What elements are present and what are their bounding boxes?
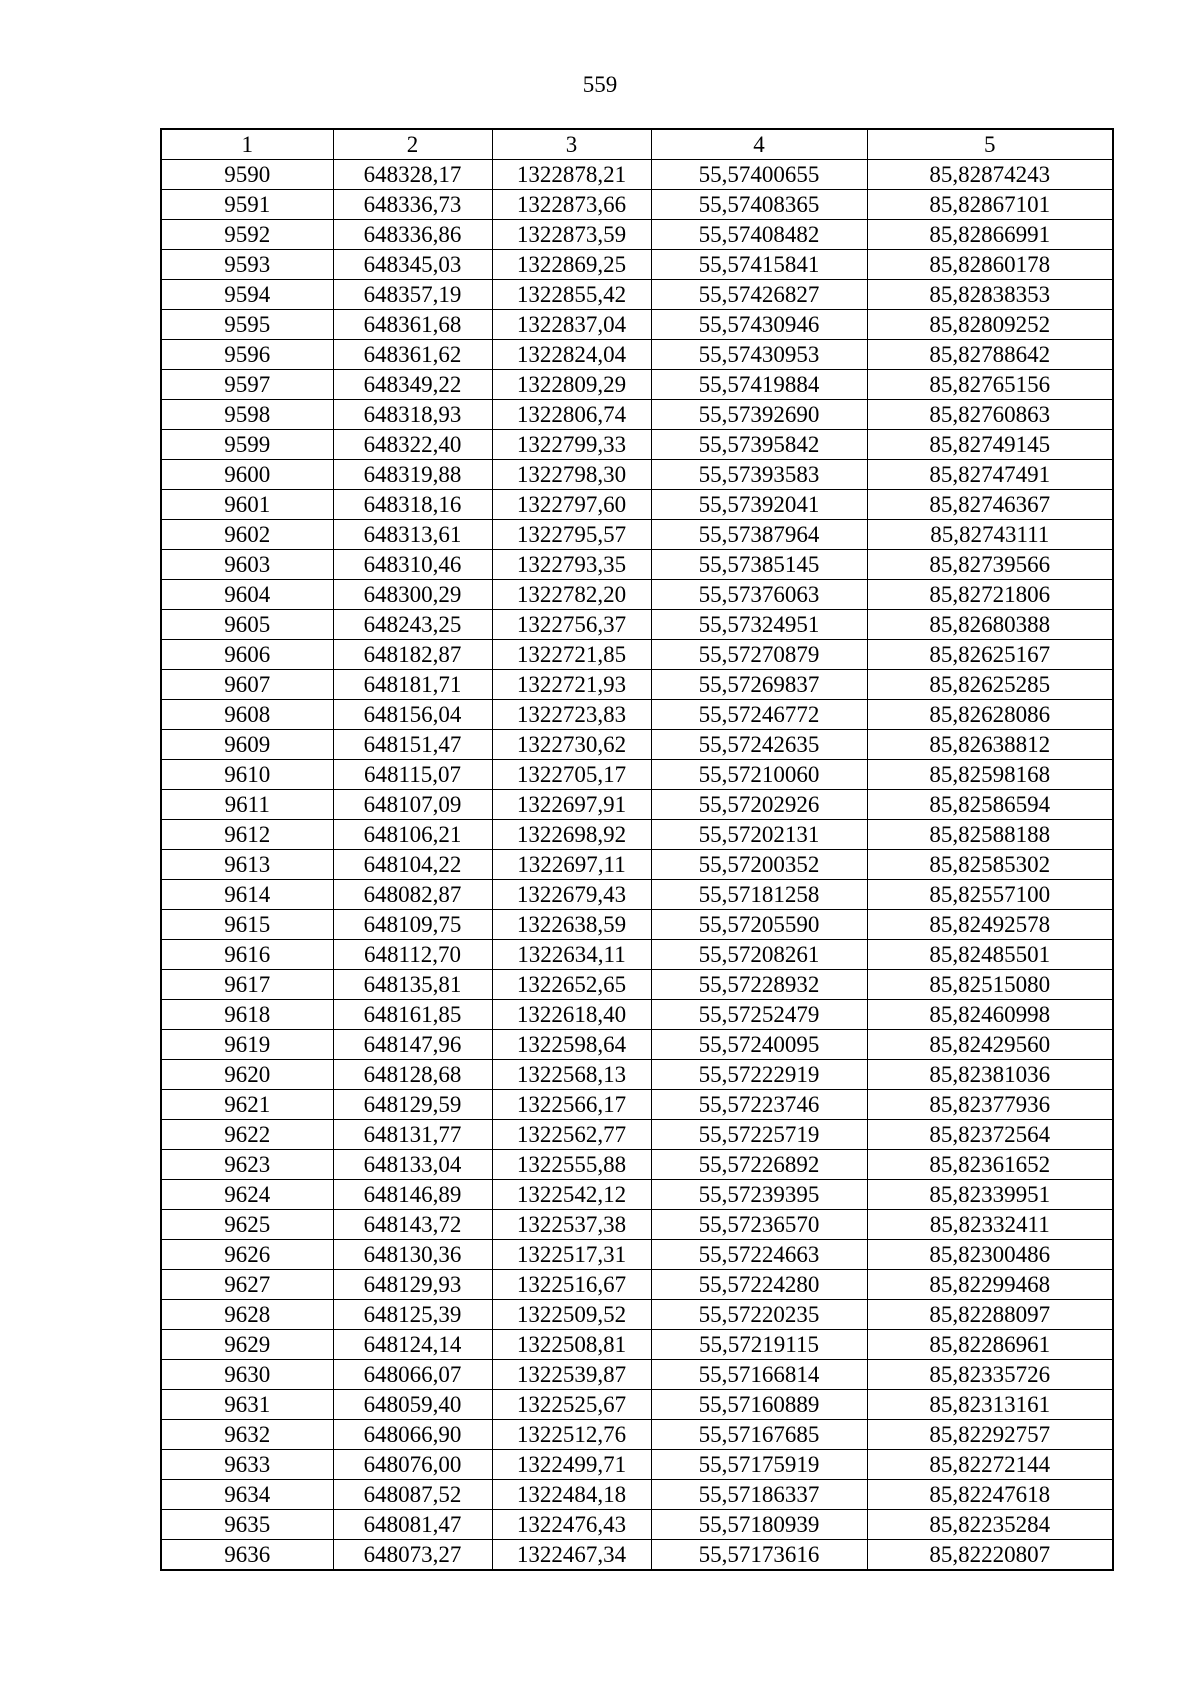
table-cell: 55,57205590 xyxy=(651,910,867,940)
table-cell: 1322476,43 xyxy=(492,1510,651,1540)
table-cell: 55,57376063 xyxy=(651,580,867,610)
table-cell: 9608 xyxy=(161,700,333,730)
table-row xyxy=(161,460,1113,490)
table-cell: 55,57219115 xyxy=(651,1330,867,1360)
table-cell: 85,82838353 xyxy=(867,280,1113,310)
table-cell: 9610 xyxy=(161,760,333,790)
table-cell: 85,82749145 xyxy=(867,430,1113,460)
table-cell: 648243,25 xyxy=(333,610,492,640)
table-cell: 55,57236570 xyxy=(651,1210,867,1240)
table-cell: 55,57430953 xyxy=(651,340,867,370)
table-cell: 55,57400655 xyxy=(651,160,867,190)
table-cell: 1322562,77 xyxy=(492,1120,651,1150)
table-cell: 55,57242635 xyxy=(651,730,867,760)
table-cell: 85,82586594 xyxy=(867,790,1113,820)
table-body xyxy=(161,160,1113,1571)
table-cell: 55,57426827 xyxy=(651,280,867,310)
table-cell: 9600 xyxy=(161,460,333,490)
table-cell: 9596 xyxy=(161,340,333,370)
table-cell: 1322873,59 xyxy=(492,220,651,250)
table-cell: 55,57226892 xyxy=(651,1150,867,1180)
table-cell: 9636 xyxy=(161,1540,333,1571)
table-row xyxy=(161,820,1113,850)
table-cell: 648112,70 xyxy=(333,940,492,970)
table-cell: 55,57415841 xyxy=(651,250,867,280)
table-cell: 85,82628086 xyxy=(867,700,1113,730)
table-cell: 85,82765156 xyxy=(867,370,1113,400)
table-cell: 9599 xyxy=(161,430,333,460)
table-cell: 1322512,76 xyxy=(492,1420,651,1450)
table-cell: 9618 xyxy=(161,1000,333,1030)
table-cell: 1322721,85 xyxy=(492,640,651,670)
table-cell: 648328,17 xyxy=(333,160,492,190)
table-cell: 648357,19 xyxy=(333,280,492,310)
table-cell: 1322509,52 xyxy=(492,1300,651,1330)
table-row xyxy=(161,1450,1113,1480)
table-cell: 85,82625285 xyxy=(867,670,1113,700)
table-cell: 85,82721806 xyxy=(867,580,1113,610)
table-cell: 648131,77 xyxy=(333,1120,492,1150)
table-cell: 55,57392041 xyxy=(651,490,867,520)
table-row xyxy=(161,580,1113,610)
table-cell: 648349,22 xyxy=(333,370,492,400)
table-cell: 55,57202131 xyxy=(651,820,867,850)
table-cell: 55,57202926 xyxy=(651,790,867,820)
table-cell: 648318,93 xyxy=(333,400,492,430)
table-cell: 1322795,57 xyxy=(492,520,651,550)
table-cell: 9595 xyxy=(161,310,333,340)
table-row xyxy=(161,640,1113,670)
table-cell: 1322797,60 xyxy=(492,490,651,520)
table-row xyxy=(161,1480,1113,1510)
table-cell: 648336,86 xyxy=(333,220,492,250)
table-cell: 1322697,11 xyxy=(492,850,651,880)
table-row xyxy=(161,1120,1113,1150)
table-cell: 85,82288097 xyxy=(867,1300,1113,1330)
coordinates-table xyxy=(160,128,1114,1571)
table-cell: 648115,07 xyxy=(333,760,492,790)
table-row xyxy=(161,400,1113,430)
table-cell: 1322806,74 xyxy=(492,400,651,430)
table-cell: 85,82860178 xyxy=(867,250,1113,280)
table-cell: 9621 xyxy=(161,1090,333,1120)
table-cell: 1322555,88 xyxy=(492,1150,651,1180)
table-row xyxy=(161,850,1113,880)
table-cell: 9607 xyxy=(161,670,333,700)
table-cell: 1322568,13 xyxy=(492,1060,651,1090)
table-row xyxy=(161,1000,1113,1030)
table-cell: 9593 xyxy=(161,250,333,280)
table-cell: 85,82588188 xyxy=(867,820,1113,850)
table-cell: 55,57393583 xyxy=(651,460,867,490)
table-cell: 55,57392690 xyxy=(651,400,867,430)
table-cell: 85,82361652 xyxy=(867,1150,1113,1180)
table-cell: 648125,39 xyxy=(333,1300,492,1330)
table-cell: 55,57186337 xyxy=(651,1480,867,1510)
table-cell: 1322809,29 xyxy=(492,370,651,400)
table-cell: 85,82220807 xyxy=(867,1540,1113,1571)
table-cell: 1322698,92 xyxy=(492,820,651,850)
table-cell: 648066,07 xyxy=(333,1360,492,1390)
table-cell: 1322878,21 xyxy=(492,160,651,190)
table-cell: 1322855,42 xyxy=(492,280,651,310)
table-cell: 85,82680388 xyxy=(867,610,1113,640)
table-cell: 648322,40 xyxy=(333,430,492,460)
table-cell: 55,57224280 xyxy=(651,1270,867,1300)
table-row xyxy=(161,970,1113,1000)
table-cell: 85,82292757 xyxy=(867,1420,1113,1450)
table-cell: 648128,68 xyxy=(333,1060,492,1090)
table-cell: 55,57239395 xyxy=(651,1180,867,1210)
table-cell: 9632 xyxy=(161,1420,333,1450)
table-cell: 85,82247618 xyxy=(867,1480,1113,1510)
table-cell: 648107,09 xyxy=(333,790,492,820)
table-cell: 9598 xyxy=(161,400,333,430)
table-cell: 55,57408365 xyxy=(651,190,867,220)
table-row xyxy=(161,430,1113,460)
table-cell: 1322679,43 xyxy=(492,880,651,910)
table-row xyxy=(161,250,1113,280)
table-cell: 9626 xyxy=(161,1240,333,1270)
table-cell: 9604 xyxy=(161,580,333,610)
table-cell: 648313,61 xyxy=(333,520,492,550)
column-header: 5 xyxy=(867,129,1113,160)
table-cell: 1322542,12 xyxy=(492,1180,651,1210)
table-cell: 85,82585302 xyxy=(867,850,1113,880)
table-row xyxy=(161,520,1113,550)
table-cell: 648361,62 xyxy=(333,340,492,370)
table-row xyxy=(161,940,1113,970)
table-cell: 9628 xyxy=(161,1300,333,1330)
table-cell: 648066,90 xyxy=(333,1420,492,1450)
table-cell: 9612 xyxy=(161,820,333,850)
table-cell: 85,82557100 xyxy=(867,880,1113,910)
table-cell: 85,82485501 xyxy=(867,940,1113,970)
table-cell: 85,82515080 xyxy=(867,970,1113,1000)
table-cell: 55,57228932 xyxy=(651,970,867,1000)
table-cell: 1322824,04 xyxy=(492,340,651,370)
table-cell: 55,57222919 xyxy=(651,1060,867,1090)
table-cell: 9597 xyxy=(161,370,333,400)
table-cell: 1322499,71 xyxy=(492,1450,651,1480)
column-header: 3 xyxy=(492,129,651,160)
table-row xyxy=(161,880,1113,910)
table-cell: 9609 xyxy=(161,730,333,760)
table-cell: 9613 xyxy=(161,850,333,880)
table-cell: 1322782,20 xyxy=(492,580,651,610)
table-cell: 648081,47 xyxy=(333,1510,492,1540)
page-number: 559 xyxy=(582,72,618,97)
table-cell: 55,57208261 xyxy=(651,940,867,970)
table-cell: 648151,47 xyxy=(333,730,492,760)
table-cell: 1322537,38 xyxy=(492,1210,651,1240)
table-cell: 1322837,04 xyxy=(492,310,651,340)
table-cell: 55,57387964 xyxy=(651,520,867,550)
table-cell: 85,82460998 xyxy=(867,1000,1113,1030)
table-row xyxy=(161,160,1113,190)
table-cell: 1322539,87 xyxy=(492,1360,651,1390)
table-row xyxy=(161,1510,1113,1540)
table-cell: 648146,89 xyxy=(333,1180,492,1210)
table-row xyxy=(161,1090,1113,1120)
table-cell: 9633 xyxy=(161,1450,333,1480)
table-row xyxy=(161,1270,1113,1300)
table-row xyxy=(161,700,1113,730)
table-header-row xyxy=(161,129,1113,160)
table-cell: 85,82492578 xyxy=(867,910,1113,940)
table-row xyxy=(161,790,1113,820)
table-cell: 9617 xyxy=(161,970,333,1000)
table-row xyxy=(161,1240,1113,1270)
table-cell: 55,57166814 xyxy=(651,1360,867,1390)
table-cell: 1322873,66 xyxy=(492,190,651,220)
column-header: 4 xyxy=(651,129,867,160)
table-cell: 55,57223746 xyxy=(651,1090,867,1120)
table-cell: 85,82429560 xyxy=(867,1030,1113,1060)
table-cell: 55,57200352 xyxy=(651,850,867,880)
table-cell: 9630 xyxy=(161,1360,333,1390)
table-cell: 55,57225719 xyxy=(651,1120,867,1150)
table-cell: 648336,73 xyxy=(333,190,492,220)
table-cell: 85,82339951 xyxy=(867,1180,1113,1210)
table-cell: 648087,52 xyxy=(333,1480,492,1510)
table-cell: 55,57395842 xyxy=(651,430,867,460)
table-row xyxy=(161,1060,1113,1090)
table-row xyxy=(161,670,1113,700)
table-cell: 648361,68 xyxy=(333,310,492,340)
table-cell: 1322634,11 xyxy=(492,940,651,970)
table-row xyxy=(161,1300,1113,1330)
table-cell: 9601 xyxy=(161,490,333,520)
table-row xyxy=(161,1360,1113,1390)
table-cell: 55,57180939 xyxy=(651,1510,867,1540)
table-row xyxy=(161,310,1113,340)
table-cell: 85,82299468 xyxy=(867,1270,1113,1300)
table-cell: 1322566,17 xyxy=(492,1090,651,1120)
table-cell: 9616 xyxy=(161,940,333,970)
table-cell: 9620 xyxy=(161,1060,333,1090)
table-cell: 1322697,91 xyxy=(492,790,651,820)
table-cell: 648318,16 xyxy=(333,490,492,520)
table-cell: 1322525,67 xyxy=(492,1390,651,1420)
table-cell: 648300,29 xyxy=(333,580,492,610)
table-cell: 1322652,65 xyxy=(492,970,651,1000)
table-cell: 85,82866991 xyxy=(867,220,1113,250)
table-cell: 85,82332411 xyxy=(867,1210,1113,1240)
table-row xyxy=(161,760,1113,790)
table-row xyxy=(161,1390,1113,1420)
table-cell: 85,82746367 xyxy=(867,490,1113,520)
table-cell: 9602 xyxy=(161,520,333,550)
table-row xyxy=(161,910,1113,940)
table-cell: 1322516,67 xyxy=(492,1270,651,1300)
table-cell: 55,57269837 xyxy=(651,670,867,700)
table-cell: 648059,40 xyxy=(333,1390,492,1420)
table-cell: 9631 xyxy=(161,1390,333,1420)
table-cell: 55,57240095 xyxy=(651,1030,867,1060)
table-cell: 1322598,64 xyxy=(492,1030,651,1060)
table-cell: 1322638,59 xyxy=(492,910,651,940)
table-cell: 85,82272144 xyxy=(867,1450,1113,1480)
table-cell: 648129,59 xyxy=(333,1090,492,1120)
table-row xyxy=(161,610,1113,640)
table-cell: 648345,03 xyxy=(333,250,492,280)
table-cell: 648129,93 xyxy=(333,1270,492,1300)
table-row xyxy=(161,190,1113,220)
table-cell: 55,57270879 xyxy=(651,640,867,670)
table-row xyxy=(161,550,1113,580)
table-cell: 55,57408482 xyxy=(651,220,867,250)
table-cell: 55,57430946 xyxy=(651,310,867,340)
table-cell: 648106,21 xyxy=(333,820,492,850)
table-cell: 1322793,35 xyxy=(492,550,651,580)
table-cell: 1322723,83 xyxy=(492,700,651,730)
table-cell: 1322798,30 xyxy=(492,460,651,490)
table-cell: 9625 xyxy=(161,1210,333,1240)
table-cell: 85,82381036 xyxy=(867,1060,1113,1090)
table-cell: 648130,36 xyxy=(333,1240,492,1270)
table-cell: 9606 xyxy=(161,640,333,670)
table-cell: 648082,87 xyxy=(333,880,492,910)
table-cell: 1322618,40 xyxy=(492,1000,651,1030)
table-cell: 55,57173616 xyxy=(651,1540,867,1571)
table-cell: 85,82625167 xyxy=(867,640,1113,670)
table-row xyxy=(161,1180,1113,1210)
table-cell: 85,82286961 xyxy=(867,1330,1113,1360)
table-cell: 55,57224663 xyxy=(651,1240,867,1270)
table-cell: 648181,71 xyxy=(333,670,492,700)
table-cell: 85,82760863 xyxy=(867,400,1113,430)
table-cell: 9591 xyxy=(161,190,333,220)
table-row xyxy=(161,370,1113,400)
table-cell: 648073,27 xyxy=(333,1540,492,1571)
table-cell: 85,82743111 xyxy=(867,520,1113,550)
table-cell: 85,82598168 xyxy=(867,760,1113,790)
table-cell: 1322756,37 xyxy=(492,610,651,640)
table-cell: 648076,00 xyxy=(333,1450,492,1480)
table-cell: 85,82867101 xyxy=(867,190,1113,220)
table-cell: 85,82739566 xyxy=(867,550,1113,580)
table-cell: 648161,85 xyxy=(333,1000,492,1030)
table-row xyxy=(161,1210,1113,1240)
table-cell: 85,82809252 xyxy=(867,310,1113,340)
table-cell: 9605 xyxy=(161,610,333,640)
table-cell: 1322517,31 xyxy=(492,1240,651,1270)
table-cell: 1322508,81 xyxy=(492,1330,651,1360)
table-cell: 9611 xyxy=(161,790,333,820)
table-cell: 55,57220235 xyxy=(651,1300,867,1330)
table-cell: 648135,81 xyxy=(333,970,492,1000)
table-cell: 55,57175919 xyxy=(651,1450,867,1480)
table-cell: 85,82313161 xyxy=(867,1390,1113,1420)
table-cell: 9622 xyxy=(161,1120,333,1150)
table-cell: 648156,04 xyxy=(333,700,492,730)
table-cell: 9624 xyxy=(161,1180,333,1210)
table-cell: 85,82638812 xyxy=(867,730,1113,760)
table-cell: 9603 xyxy=(161,550,333,580)
table-cell: 85,82747491 xyxy=(867,460,1113,490)
table-cell: 648319,88 xyxy=(333,460,492,490)
table-cell: 648310,46 xyxy=(333,550,492,580)
table-row xyxy=(161,220,1113,250)
table-cell: 85,82300486 xyxy=(867,1240,1113,1270)
table-cell: 648147,96 xyxy=(333,1030,492,1060)
table-cell: 85,82874243 xyxy=(867,160,1113,190)
table-row xyxy=(161,1330,1113,1360)
table-cell: 55,57252479 xyxy=(651,1000,867,1030)
table-cell: 648182,87 xyxy=(333,640,492,670)
table-row xyxy=(161,280,1113,310)
table-row xyxy=(161,730,1113,760)
column-header: 2 xyxy=(333,129,492,160)
table-cell: 1322721,93 xyxy=(492,670,651,700)
table-cell: 648133,04 xyxy=(333,1150,492,1180)
table-cell: 85,82335726 xyxy=(867,1360,1113,1390)
table-cell: 9629 xyxy=(161,1330,333,1360)
column-header: 1 xyxy=(161,129,333,160)
table-cell: 55,57167685 xyxy=(651,1420,867,1450)
table-cell: 1322705,17 xyxy=(492,760,651,790)
table-cell: 55,57324951 xyxy=(651,610,867,640)
table-cell: 9627 xyxy=(161,1270,333,1300)
table-cell: 85,82372564 xyxy=(867,1120,1113,1150)
table-row xyxy=(161,1150,1113,1180)
table-cell: 55,57210060 xyxy=(651,760,867,790)
table-cell: 55,57181258 xyxy=(651,880,867,910)
table-row xyxy=(161,340,1113,370)
table-cell: 9623 xyxy=(161,1150,333,1180)
table-cell: 55,57419884 xyxy=(651,370,867,400)
table-cell: 9614 xyxy=(161,880,333,910)
table-cell: 648104,22 xyxy=(333,850,492,880)
table-row xyxy=(161,1420,1113,1450)
table-cell: 85,82788642 xyxy=(867,340,1113,370)
table-cell: 648109,75 xyxy=(333,910,492,940)
table-cell: 9619 xyxy=(161,1030,333,1060)
table-row xyxy=(161,490,1113,520)
table-cell: 85,82235284 xyxy=(867,1510,1113,1540)
table-row xyxy=(161,1030,1113,1060)
table-cell: 1322799,33 xyxy=(492,430,651,460)
table-cell: 1322869,25 xyxy=(492,250,651,280)
table-cell: 1322730,62 xyxy=(492,730,651,760)
table-cell: 648124,14 xyxy=(333,1330,492,1360)
table-cell: 9594 xyxy=(161,280,333,310)
table-row xyxy=(161,1540,1113,1571)
table-cell: 55,57160889 xyxy=(651,1390,867,1420)
table-cell: 55,57246772 xyxy=(651,700,867,730)
table-cell: 9635 xyxy=(161,1510,333,1540)
table-cell: 85,82377936 xyxy=(867,1090,1113,1120)
table-cell: 648143,72 xyxy=(333,1210,492,1240)
table-cell: 9615 xyxy=(161,910,333,940)
table-cell: 1322467,34 xyxy=(492,1540,651,1571)
table-cell: 1322484,18 xyxy=(492,1480,651,1510)
table-cell: 9634 xyxy=(161,1480,333,1510)
table-cell: 55,57385145 xyxy=(651,550,867,580)
table-cell: 9590 xyxy=(161,160,333,190)
table-cell: 9592 xyxy=(161,220,333,250)
